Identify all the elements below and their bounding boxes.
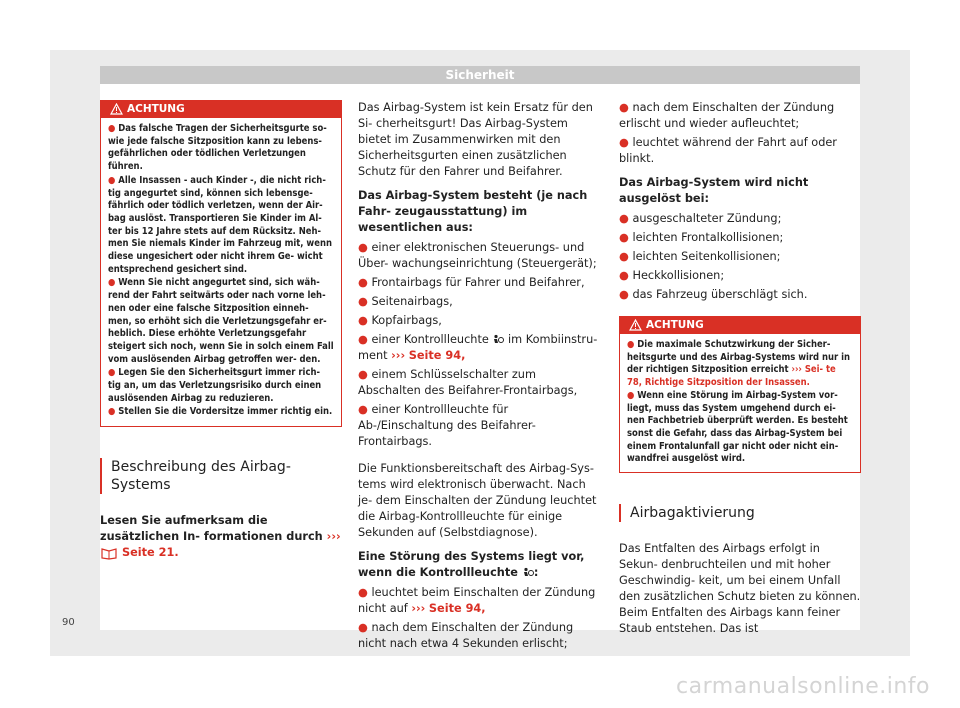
warning-box <box>100 100 342 427</box>
warning-item: ● Wenn eine Störung im Airbag-System vor- liegt, muss das System umgehend durch ei- nen Fachbetrieb überprüft werden. Es besteht sonst die Gefahr, dass das Airbag-System bei einem Frontalunfall gar nicht oder nicht ein- wandfrei ausgelöst wird. <box>627 389 848 465</box>
list-item: ● einer Kontrollleuchte im Kombiinstru- ment ››› Seite 94, <box>358 333 598 362</box>
bullet-icon: ● <box>108 174 119 186</box>
section-title-airbag-activation: Airbagaktivierung <box>619 504 861 522</box>
intro-paragraph: Lesen Sie aufmerksam die zusätzlichen In- formationen durch ››› Seite 21. <box>100 514 341 560</box>
list-item: ● Seitenairbags, <box>358 295 453 308</box>
list-item: ● nach dem Einschalten der Zündung erlischt und wieder aufleuchtet; <box>619 101 835 130</box>
warning-item: ● Das falsche Tragen der Sicherheitsgurte so- wie jede falsche Sitzposition kann zu lebens- gefährlichen oder tödlichen Verletzungen führen. <box>108 123 327 173</box>
subheading: Eine Störung des Systems liegt vor, wenn die Kontrollleuchte : <box>358 550 585 579</box>
warning-label: ACHTUNG <box>646 319 704 331</box>
bullet-icon: ● <box>108 277 119 289</box>
list-item: ● leichten Seitenkollisionen; <box>619 250 781 263</box>
warning-box <box>619 316 861 473</box>
bullet-icon: ● <box>108 367 119 379</box>
column-right <box>619 84 861 637</box>
page-reference-link[interactable]: Seite 94, <box>428 602 486 615</box>
page-reference-link[interactable]: Seite 21. <box>121 546 179 560</box>
warning-header <box>101 101 341 118</box>
list-item: ● ausgeschalteter Zündung; <box>619 212 782 225</box>
warning-header <box>620 317 860 334</box>
bullet-icon: ● <box>108 406 119 418</box>
page-number: 90 <box>62 617 75 628</box>
list-item: ● nach dem Einschalten der Zündung nicht nach etwa 4 Sekunden erlischt; <box>358 621 574 650</box>
list-item: ● leuchtet während der Fahrt auf oder blinkt. <box>619 136 837 165</box>
column-middle <box>358 84 600 652</box>
section-header: Sicherheit <box>100 66 860 84</box>
paragraph: Die Funktionsbereitschaft des Airbag-Sys- tems wird elektronisch überwacht. Nach je- dem Einschalten der Zündung leuchtet die Airbag-Kontrollleuchte für einige Sekunden auf (Selbstdiagnose). <box>358 462 597 539</box>
page-content <box>100 84 861 650</box>
warning-item: ● Alle Insassen - auch Kinder -, die nicht rich- tig angegurtet sind, können sich lebensge- fährlich oder tödlich verletzen, wenn der Air- bag auslöst. Transportieren Sie Kinder im Al- ter bis 12 Jahre stets auf dem Rücksitz. Neh- men Sie niemals Kinder im Fahrzeug mit, wenn diese ungesichert oder nicht ihrem Ge- wicht entsprechend gesichert sind. <box>108 174 332 275</box>
warning-item: ● Stellen Sie die Vordersitze immer richtig ein. <box>108 406 333 418</box>
bullet-icon: ● <box>108 123 119 134</box>
reference-arrow: ››› <box>326 530 341 544</box>
warning-body <box>620 334 860 472</box>
list-item: ● Kopfairbags, <box>358 314 442 327</box>
subheading: Das Airbag-System wird nicht ausgelöst bei: <box>619 176 809 205</box>
book-reference-icon <box>100 546 118 560</box>
column-left <box>100 84 342 561</box>
warning-triangle-icon <box>110 103 123 115</box>
section-title-airbag-system: Beschreibung des Airbag-Systems <box>100 458 342 494</box>
page-reference-link[interactable]: Sei- te 78, Richtige Sitzposition der Insassen. <box>627 364 836 389</box>
reference-arrow: ››› <box>411 602 426 615</box>
paragraph: Das Airbag-System ist kein Ersatz für den Si- cherheitsgurt! Das Airbag-System bietet im Zusammenwirken mit den Sicherheitsgurten einen zusätzlichen Schutz für den Fahrer und Beifahrer. <box>358 101 593 178</box>
reference-arrow: ››› <box>391 349 406 362</box>
reference-arrow: ››› <box>791 364 802 376</box>
page-reference-link[interactable]: Seite 94, <box>408 349 466 362</box>
warning-item: ● Die maximale Schutzwirkung der Sicher- heitsgurte und des Airbag-Systems wird nur in der richtigen Sitzposition erreicht ››› Sei- te 78, Richtige Sitzposition der Insassen. <box>627 339 851 389</box>
list-item: ● einem Schlüsselschalter zum Abschalten des Beifahrer-Frontairbags, <box>358 368 578 397</box>
warning-triangle-icon <box>629 319 642 331</box>
list-item: ● Heckkollisionen; <box>619 269 725 282</box>
list-item: ● leichten Frontalkollisionen; <box>619 231 784 244</box>
warning-item: ● Legen Sie den Sicherheitsgurt immer rich- tig an, um das Verletzungsrisiko durch einen auslösenden Airbag zu reduzieren. <box>108 367 322 404</box>
list-item: ● einer Kontrollleuchte für Ab-/Einschaltung des Beifahrer-Frontairbags. <box>358 403 536 448</box>
paragraph: Das Entfalten des Airbags erfolgt in Sekun- denbruchteilen und mit hoher Geschwindig- keit, um bei einem Unfall den zusätzlichen Schutz bieten zu können. Beim Entfalten des Airbags kann feiner Staub entstehen. Das ist <box>619 542 861 636</box>
list-item: ● leuchtet beim Einschalten der Zündung nicht auf ››› Seite 94, <box>358 586 596 615</box>
warning-label: ACHTUNG <box>127 103 185 115</box>
airbag-warning-lamp-icon <box>492 334 504 346</box>
subheading: Das Airbag-System besteht (je nach Fahr- zeugausstattung) im wesentlichen aus: <box>358 189 588 234</box>
warning-item: ● Wenn Sie nicht angegurtet sind, sich wäh- rend der Fahrt seitwärts oder nach vorne leh- nen oder eine falsche Sitzposition einneh- men, so erhöht sich die Verletzungsgefahr er- heblich. Diese erhöhte Verletzungsgefahr steigert sich noch, wenn Sie in solch einem Fall vom auslösenden Airbag getroffen wer- den. <box>108 277 334 365</box>
list-item: ● das Fahrzeug überschlägt sich. <box>619 288 808 301</box>
warning-body <box>101 118 341 426</box>
list-item: ● Frontairbags für Fahrer und Beifahrer, <box>358 276 585 289</box>
list-item: ● einer elektronischen Steuerungs- und Über- wachungseinrichtung (Steuergerät); <box>358 241 597 270</box>
watermark: carmanualsonline.info <box>676 674 930 699</box>
airbag-warning-lamp-icon <box>522 567 534 579</box>
